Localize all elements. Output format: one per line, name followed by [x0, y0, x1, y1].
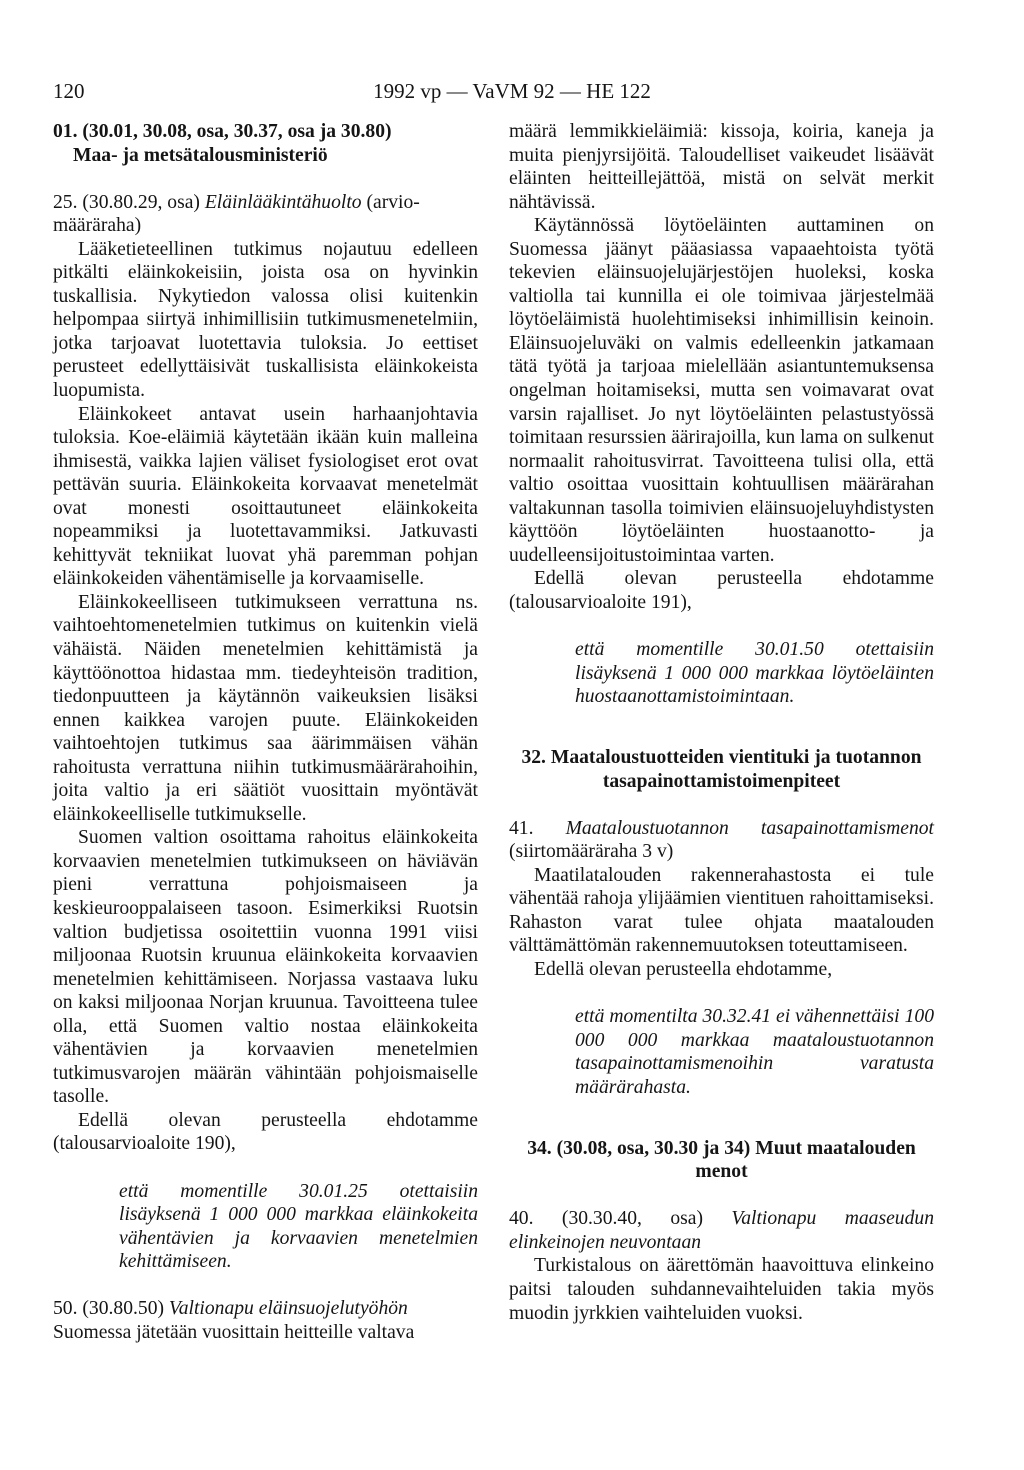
paragraph: Lääketieteellinen tutkimus nojautuu edelleen pitkälti eläinkokeisiin, joista osa on hyvinkin tuskallisia. Nykytiedon valossa olisi kuitenkin helpompaa siirtyä inhimillisiin tutkimusmenetelmiin, jotka tarjoavat luotettavia tuloksia. Jo eettiset perusteet edellyttäisivät tuskallisista eläinkokeista luopumista.	[53, 238, 478, 401]
paragraph: Turkistalous on äärettömän haavoittuva elinkeino paitsi talouden suhdannevaihteluiden takia myös muodin jyrkkien vaihteluiden vuoksi.	[509, 1255, 934, 1324]
item-40-title	[509, 1207, 934, 1254]
spacer	[509, 1184, 934, 1208]
page-number: 120	[53, 79, 85, 103]
item-50-name: Valtionapu eläinsuojelutyöhön	[168, 1298, 408, 1320]
section-heading-01-line2: Maa- ja metsätalousministeriö	[73, 144, 328, 166]
item-25-title	[53, 191, 478, 238]
paragraph: Suomessa jätetään vuosittain heitteille valtava	[53, 1321, 415, 1343]
section-heading-34-line1: 34. (30.08, osa, 30.30 ja 34) Muut maatalouden	[527, 1137, 916, 1159]
section-heading-01-line1: 01. (30.01, 30.08, osa, 30.37, osa ja 30.80)	[53, 121, 392, 142]
paragraph: Eläinkokeelliseen tutkimukseen verrattuna ns. vaihtoehtomenetelmien tutkimus on kuitenkin vielä vähäistä. Näiden menetelmien kehittämistä ja käyttöönottoa hidastaa mm. tiedeyhteisön tradition, tiedonpuutteen ja käytännön vaikeuksien lisäksi ennen kaikkea varojen puute. Eläinkokeiden vaihtoehtojen tutkimus saa äärimmäisen vähän rahoitusta verrattuna niihin tutkimusmäärärahoihin, joita valtio ja eri säätiöt vuosittain myöntävät eläinkokeelliselle tutkimukselle.	[53, 591, 478, 825]
item-41-type: (siirtomääräraha 3 v)	[509, 841, 674, 863]
item-41-title	[509, 817, 934, 864]
paragraph: Edellä olevan perusteella ehdotamme,	[534, 959, 833, 980]
spacer	[53, 1274, 478, 1298]
section-heading-01	[53, 120, 478, 167]
section-heading-32-line2: tasapainottamistoimenpiteet	[602, 770, 841, 792]
item-41-number: 41.	[509, 817, 566, 839]
paragraph: Suomen valtion osoittama rahoitus eläinkokeita korvaavien menetelmien tutkimukseen on häviävän pieni verrattuna pohjoismaiseen ja keskieurooppalaiseen tasoon. Esimerkiksi Ruotsin valtion budjetissa osoitettiin vuonna 1991 viisi miljoonaa Ruotsin kruunua eläinkokeita korvaavien menetelmien kehittämiseen. Norjassa vastaava luku on kaksi miljoonaa Norjan kruunua. Tavoitteena tulee olla, että Suomen valtio nostaa eläinkokeita vähentävien ja korvaavien menetelmien tutkimusvarojen määrän vähintään pohjoismaiselle tasolle.	[53, 827, 478, 1108]
motion-text: että momentilta 30.32.41 ei vähennettäisi 100 000 000 markkaa maataloustuotannon tasapainottamismenoihin varatusta määrärahasta.	[575, 1006, 934, 1098]
spacer	[509, 709, 934, 733]
paragraph: Maatilatalouden rakennerahastosta ei tule vähentää rahoja ylijäämien vientituen rahoittamiseksi. Rahaston varat tulee ohjata maatalouden välttämättömän rakennemuutoksen toteuttamiseen.	[509, 864, 934, 957]
section-heading-34	[509, 1137, 934, 1184]
section-heading-32	[509, 746, 934, 793]
spacer	[509, 982, 934, 1006]
item-41-name: Maataloustuotannon tasapainottamismenot	[565, 817, 934, 839]
item-25-type-b: määräraha)	[53, 215, 142, 237]
spacer	[509, 1123, 934, 1137]
spacer	[509, 793, 934, 817]
paragraph: Eläinkokeet antavat usein harhaanjohtavia tuloksia. Koe-eläimiä käytetään ikään kuin malleina ihmisestä, vaikka lajien väliset fysiologiset erot ovat pettävän suuria. Eläinkokeita korvaavat menetelmät ovat monesti osoittautuneet eläinkokeita nopeammiksi ja luotettavammiksi. Jatkuvasti kehittyvät tekniikat luovat yhä paremman pohjan eläinkokeiden vähentämiselle ja korvaamiselle.	[53, 403, 478, 590]
item-50-number: 50. (30.80.50)	[53, 1298, 169, 1320]
item-25-name: Eläinlääkintähuolto	[204, 191, 362, 213]
spacer	[509, 614, 934, 638]
paragraph: Käytännössä löytöeläinten auttaminen on Suomessa jäänyt pääasiassa vapaaehtoista työtä tekevien eläinsuojelujärjestöjen huoleksi, koska valtiolla tai kunnilla ei ole toimivaa järjestelmää löytöeläimistä huolehtimiseksi inhimillisin keinoin. Eläinsuojeluväki on valmis edelleenkin jatkamaan tätä työtä ja tarjoaa mielellään asiantuntemuksensa ongelman hoitamiseksi, mutta sen voimavarat ovat varsin rajalliset. Jo nyt löytöeläinten pelastustyössä toimitaan resurssien äärirajoilla, kun lama on sulkenut normaalit rahoitusvirrat. Tavoitteena tulisi olla, että valtio osoittaa vuosittain kohtuullisen määrärahan valtakunnan tasolla toimivien eläinsuojeluyhdistysten käyttöön löytöeläinten huostaanotto- ja uudelleensijoitustoimintaa varten.	[509, 215, 934, 566]
section-heading-32-line1: 32. Maataloustuotteiden vientituki ja tuotannon	[521, 747, 922, 769]
spacer	[53, 1156, 478, 1180]
section-heading-34-line2: menot	[695, 1161, 748, 1183]
item-25-type-a: (arvio-	[361, 191, 420, 213]
spacer	[509, 732, 934, 746]
motion-text: että momentille 30.01.50 otettaisiin lisäyksenä 1 000 000 markkaa löytöeläinten huostaanottamistoimintaan.	[575, 638, 934, 708]
running-header: 1992 vp — VaVM 92 — HE 122	[373, 79, 651, 103]
item-25-number: 25. (30.80.29, osa)	[53, 191, 205, 213]
right-column	[509, 120, 934, 1325]
left-column	[53, 120, 478, 1344]
paragraph-continued: määrä lemmikkieläimiä: kissoja, koiria, kaneja ja muita pienjyrsijöitä. Taloudelliset vaikeudet lisäävät eläinten heitteillejättöä, mistä on selvät merkit nähtävissä.	[509, 121, 934, 213]
spacer	[509, 1099, 934, 1123]
item-40-number: 40. (30.30.40, osa)	[509, 1208, 732, 1230]
motion-text: että momentille 30.01.25 otettaisiin lisäyksenä 1 000 000 markkaa eläinkokeita vähentävien ja korvaavien menetelmien kehittämiseen.	[119, 1180, 478, 1273]
spacer	[53, 167, 478, 191]
paragraph: Edellä olevan perusteella ehdotamme (talousarvioaloite 191),	[509, 568, 934, 613]
item-40-name: Valtionapu maaseudun elinkeinojen neuvontaan	[509, 1208, 934, 1253]
item-50-title	[53, 1297, 478, 1321]
paragraph: Edellä olevan perusteella ehdotamme (talousarvioaloite 190),	[53, 1109, 478, 1155]
